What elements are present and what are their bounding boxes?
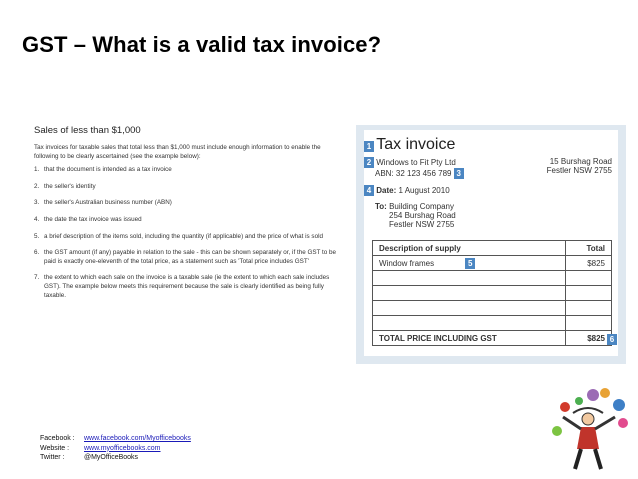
- rules-list-item: 4. the date the tax invoice was issued: [34, 215, 142, 223]
- seller-address-line-2: Festler NSW 2755: [546, 166, 612, 175]
- to-line-3: Festler NSW 2755: [389, 220, 455, 229]
- date-label: Date:: [376, 186, 397, 195]
- twitter-handle: @MyOfficeBooks: [84, 454, 139, 461]
- marker-6: 6: [607, 334, 617, 345]
- to-label: To:: [375, 202, 387, 211]
- seller-address-line-1: 15 Burshag Road: [549, 157, 612, 166]
- website-link[interactable]: www.myofficebooks.com: [84, 444, 161, 452]
- table-row-empty: [373, 316, 612, 331]
- rules-list-item: 7. the extent to which each sale on the invoice is a taxable sale (ie the extent to which each sale includes GST). The example below meets this requirement because the sale is clearly identified as being fully taxable.: [34, 274, 330, 299]
- seller-abn: ABN: 32 123 456 789: [375, 169, 452, 178]
- rules-list-item: 6. the GST amount (if any) payable in relation to the sale - this can be shown separately or, if the GST to be paid is exactly one-eleventh of the total price, as a statement such as 'Total price includes GST': [34, 249, 337, 265]
- juggler-logo-icon: [543, 383, 633, 475]
- marker-1: 1: [364, 141, 374, 152]
- rules-list: [34, 166, 344, 300]
- table-total-row: [373, 331, 612, 346]
- table-row-empty: [373, 301, 612, 316]
- date-value: 1 August 2010: [398, 186, 450, 195]
- website-label: Website :: [40, 444, 70, 452]
- row-total: $825: [565, 256, 611, 271]
- rules-list-item: 3. the seller's Australian business number (ABN): [34, 199, 172, 207]
- marker-5: 5: [465, 258, 475, 269]
- marker-2: 2: [364, 157, 374, 168]
- table-header-row: [373, 241, 612, 256]
- col-description: Description of supply: [373, 241, 566, 256]
- rules-list-item: 5. a brief description of the items sold, including the quantity (if applicable) and the price of what is sold: [34, 232, 323, 240]
- rules-panel: [34, 125, 344, 308]
- to-line-1: Building Company: [389, 202, 455, 211]
- rules-intro: Tax invoices for taxable sales that total less than $1,000 must include enough information to enable the following to be clearly ascertained (see the example below):: [34, 144, 321, 160]
- table-row: [373, 256, 612, 271]
- invoice-example: [364, 130, 618, 356]
- slide-title: GST – What is a valid tax invoice?: [22, 32, 382, 57]
- total-value: $825: [587, 333, 605, 343]
- seller-name: Windows to Fit Pty Ltd: [376, 158, 456, 167]
- marker-3: 3: [454, 168, 464, 179]
- table-row-empty: [373, 286, 612, 301]
- twitter-label: Twitter :: [40, 454, 65, 461]
- invoice-title: Tax invoice: [376, 136, 456, 153]
- social-links: [40, 434, 191, 463]
- row-description: Window frames: [379, 258, 435, 268]
- total-label: TOTAL PRICE INCLUDING GST: [373, 331, 566, 346]
- table-row-empty: [373, 271, 612, 286]
- rules-list-item: 1. that the document is intended as a tax invoice: [34, 166, 172, 174]
- supply-table: [372, 240, 612, 346]
- facebook-label: Facebook :: [40, 435, 75, 442]
- rules-heading: Sales of less than $1,000: [34, 125, 141, 136]
- rules-list-item: 2. the seller's identity: [34, 182, 96, 190]
- col-total: Total: [565, 241, 611, 256]
- facebook-link[interactable]: www.facebook.com/Myofficebooks: [84, 435, 191, 442]
- marker-4: 4: [364, 185, 374, 196]
- to-line-2: 254 Burshag Road: [389, 211, 456, 220]
